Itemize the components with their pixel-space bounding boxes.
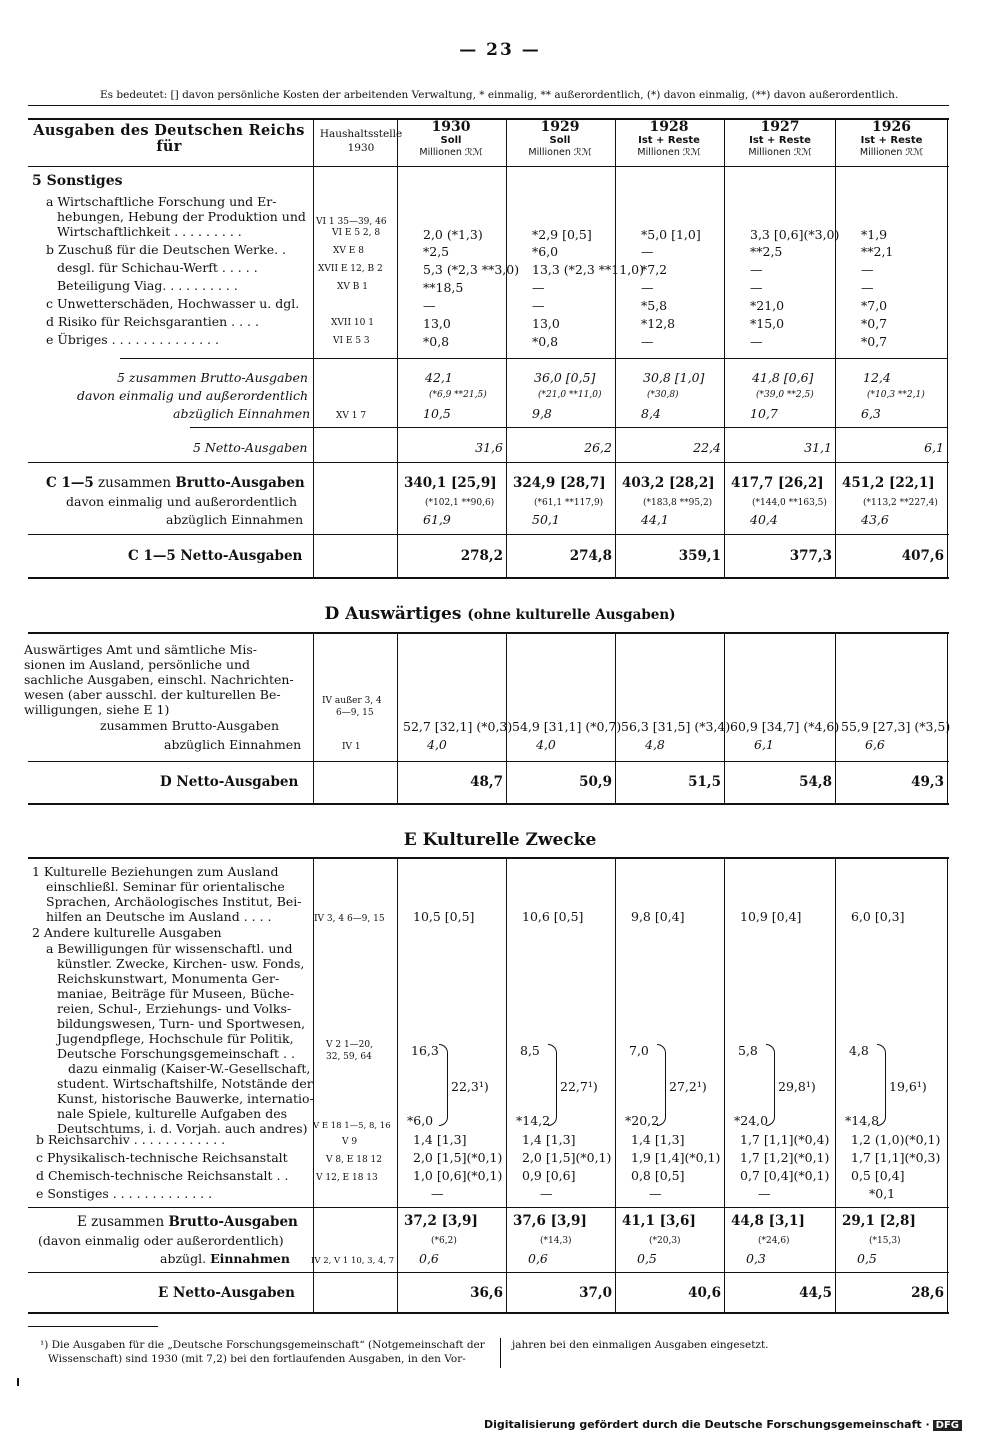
cell-d-netto: 49,3 [911, 774, 944, 790]
cell-e-einnahmen: 0,6 [528, 1251, 548, 1266]
cell-e2b: 1,7 [1,1](*0,4) [740, 1132, 830, 1147]
cell-5-value: — [861, 262, 874, 277]
cell-e2a-sum: 22,3¹) [451, 1079, 489, 1094]
table-header-title: Ausgaben des Deutschen Reichs für [33, 122, 305, 155]
cell-5-brutto: 12,4 [863, 370, 891, 385]
cell-c15-davon: (*144,0 **163,5) [752, 498, 827, 508]
cell-e2c: 2,0 [1,5](*0,1) [413, 1150, 503, 1165]
cell-d-brutto: 52,7 [32,1] (*0,3) [403, 719, 513, 734]
section-d-label: willigungen, siehe E 1) [24, 702, 170, 717]
col-rule [724, 857, 725, 1313]
cell-e2a-top: 7,0 [629, 1043, 649, 1058]
cell-e2a-top: 5,8 [738, 1043, 758, 1058]
col-rule [313, 632, 314, 804]
cell-d-brutto: 60,9 [34,7] (*4,6) [730, 719, 840, 734]
row-e2a-label: künstler. Zwecke, Kirchen- usw. Fonds, [57, 956, 305, 971]
footnote-text: Wissenschaft) sind 1930 (mit 7,2) bei den fortlaufenden Ausgaben, in den Vor- [48, 1353, 466, 1365]
section-d-einnahmen-label: abzüglich Einnahmen [164, 737, 302, 752]
cell-5-value: — [861, 280, 874, 295]
cell-5-value: 13,0 [532, 316, 560, 331]
cell-5-einnahmen: 10,5 [423, 406, 451, 421]
cell-5-brutto: 41,8 [0,6] [752, 370, 814, 385]
cell-c15-netto: 274,8 [569, 548, 612, 564]
col-rule [397, 857, 398, 1313]
cell-e2c: 1,7 [1,2](*0,1) [740, 1150, 830, 1165]
hh-5d: XVII 10 1 [331, 318, 374, 328]
cell-c15-davon: (*113,2 **227,4) [863, 498, 938, 508]
cell-5-value: — [532, 280, 545, 295]
cell-5-value: *15,0 [750, 316, 785, 331]
cell-5-value: *2,9 [0,5] [532, 227, 592, 242]
col-rule [947, 632, 948, 804]
year-header-1929: 1929 Soll Millionen ℛℳ [528, 119, 592, 158]
section-d-brutto-label: zusammen Brutto-Ausgaben [100, 718, 280, 733]
row-e1-label: 1 Kulturelle Beziehungen zum Ausland [32, 864, 279, 879]
cell-5-value: *0,7 [861, 316, 888, 331]
cell-e-netto: 40,6 [688, 1285, 721, 1301]
row-5b-schichau-label: desgl. für Schichau-Werft . . . . . [57, 260, 258, 275]
section-5-title: 5 Sonstiges [32, 173, 123, 189]
header-haushaltsstelle: Haushaltsstelle 1930 [319, 128, 403, 154]
section-5-davon-label: davon einmalig und außerordentlich [77, 388, 309, 403]
rule [28, 1272, 949, 1273]
row-e2a-label: Deutsche Forschungsgemeinschaft . . [57, 1046, 295, 1061]
row-e2a-label: reien, Schul-, Erziehungs- und Volks- [57, 1001, 292, 1016]
cell-5-davon: (*30,8) [647, 390, 679, 400]
row-e2e-label: e Sonstiges . . . . . . . . . . . . . [36, 1186, 213, 1201]
section-5-einnahmen-label: abzüglich Einnahmen [173, 406, 311, 421]
cell-d-brutto: 54,9 [31,1] (*0,7) [512, 719, 622, 734]
cell-5-value: — [641, 244, 654, 259]
col-rule [835, 632, 836, 804]
col-rule [615, 118, 616, 578]
cell-e-davon: (*6,2) [431, 1236, 457, 1246]
cell-e-brutto: 29,1 [2,8] [842, 1213, 916, 1229]
cell-5-value: — [532, 298, 545, 313]
cell-5-value: 5,3 (*2,3 **3,0) [423, 262, 520, 277]
hh-5b: XV E 8 [333, 246, 364, 256]
col-rule [724, 632, 725, 804]
row-5d-label: d Risiko für Reichsgarantien . . . . [46, 314, 259, 329]
col-rule [506, 118, 507, 578]
hh-d: 6—9, 15 [336, 708, 374, 718]
cell-5-value: 3,3 [0,6](*3,0) [750, 227, 840, 242]
cell-c15-einnahmen: 61,9 [423, 512, 451, 527]
cell-e1: 9,8 [0,4] [631, 909, 685, 924]
cell-5-value: — [641, 334, 654, 349]
cell-e1: 10,6 [0,5] [522, 909, 584, 924]
cell-e-einnahmen: 0,5 [637, 1251, 657, 1266]
cell-5-value: — [641, 280, 654, 295]
cell-e2d: 0,5 [0,4] [851, 1168, 905, 1183]
row-e2a-label: bildungswesen, Turn- und Sportwesen, [57, 1016, 306, 1031]
cell-5-value: *5,0 [1,0] [641, 227, 701, 242]
section-e-brutto-label: E zusammen Brutto-Ausgaben [77, 1214, 298, 1230]
cell-e-brutto: 44,8 [3,1] [731, 1213, 805, 1229]
cell-e-netto: 44,5 [799, 1285, 832, 1301]
cell-c15-netto: 278,2 [460, 548, 503, 564]
cell-5-einnahmen: 10,7 [750, 406, 778, 421]
cell-e2a-sum: 19,6¹) [889, 1079, 927, 1094]
cell-5-netto: 26,2 [584, 440, 612, 455]
cell-e2c: 2,0 [1,5](*0,1) [522, 1150, 612, 1165]
cell-5-einnahmen: 9,8 [532, 406, 552, 421]
row-5a-label: Wirtschaftlichkeit . . . . . . . . . [57, 224, 242, 239]
rule [28, 803, 949, 805]
cell-c15-netto: 359,1 [678, 548, 721, 564]
cell-5-value: **18,5 [423, 280, 464, 295]
cell-e2a-top: 16,3 [411, 1043, 439, 1058]
hh-e2c: V 8, E 18 12 [326, 1155, 383, 1165]
cell-5-value: *0,8 [423, 334, 450, 349]
hh-d-einnahmen: IV 1 [342, 742, 361, 752]
cell-e-davon: (*20,3) [649, 1236, 681, 1246]
cell-d-brutto: 55,9 [27,3] (*3,5) [841, 719, 951, 734]
cell-e2a-einmalig: *6,0 [407, 1113, 434, 1128]
cell-5-value: *21,0 [750, 298, 785, 313]
row-e2a-label: Reichskunstwart, Monumenta Ger- [57, 971, 280, 986]
row-e1-label: hilfen an Deutsche im Ausland . . . . [46, 909, 272, 924]
cell-c15-davon: (*61,1 **117,9) [534, 498, 604, 508]
section-d-label: wesen (aber ausschl. der kulturellen Be- [24, 687, 281, 702]
cell-5-value: *1,9 [861, 227, 888, 242]
hh-e2a-einmalig: V E 18 1—5, 8, 16 [313, 1121, 391, 1131]
cell-c15-einnahmen: 40,4 [750, 512, 778, 527]
col-rule [947, 118, 948, 578]
hh-5a: VI E 5 2, 8 [332, 228, 381, 238]
year-header-1927: 1927 Ist + Reste Millionen ℛℳ [748, 119, 812, 158]
cell-d-netto: 50,9 [579, 774, 612, 790]
cell-e2c: 1,7 [1,1](*0,3) [851, 1150, 941, 1165]
cell-c15-brutto: 324,9 [28,7] [513, 475, 606, 491]
cell-c15-davon: (*183,8 **95,2) [643, 498, 713, 508]
cell-c15-einnahmen: 50,1 [532, 512, 560, 527]
hh-d: IV außer 3, 4 [322, 696, 382, 706]
cell-e-netto: 37,0 [579, 1285, 612, 1301]
rule [28, 462, 949, 463]
dfg-logo: DFG [933, 1420, 962, 1431]
hh-5b-schichau: XVII E 12, B 2 [318, 264, 383, 274]
row-e1-label: Sprachen, Archäologisches Institut, Bei- [46, 894, 302, 909]
cell-5-value: *5,8 [641, 298, 668, 313]
cell-e2d: 0,7 [0,4](*0,1) [740, 1168, 830, 1183]
cell-e-einnahmen: 0,3 [746, 1251, 766, 1266]
cell-c15-brutto: 340,1 [25,9] [404, 475, 497, 491]
col-rule [615, 857, 616, 1313]
cell-e-davon: (*15,3) [869, 1236, 901, 1246]
cell-5-davon: (*10,3 **2,1) [867, 390, 925, 400]
cell-c15-netto: 407,6 [901, 548, 944, 564]
cell-5-brutto: 36,0 [0,5] [534, 370, 596, 385]
row-e2a-label: dazu einmalig (Kaiser-W.-Gesellschaft, [68, 1061, 311, 1076]
col-rule [397, 118, 398, 578]
brace-mark [877, 1044, 886, 1126]
margin-mark [17, 1378, 19, 1386]
cell-c15-brutto: 417,7 [26,2] [731, 475, 824, 491]
cell-e-davon: (*24,6) [758, 1236, 790, 1246]
year-header-1926: 1926 Ist + Reste Millionen ℛℳ [859, 119, 924, 158]
cell-d-netto: 54,8 [799, 774, 832, 790]
rule [28, 1312, 949, 1314]
footnote-text: jahren bei den einmaligen Ausgaben eingesetzt. [512, 1339, 769, 1351]
section-d-netto-label: D Netto-Ausgaben [160, 774, 299, 790]
cell-e2a-einmalig: *14,8 [845, 1113, 880, 1128]
cell-5-value: *7,0 [861, 298, 888, 313]
rule [120, 358, 947, 359]
rule [28, 1207, 949, 1208]
brace-mark [657, 1044, 666, 1126]
cell-e2e: — [758, 1186, 771, 1201]
col-rule [835, 118, 836, 578]
cell-c15-einnahmen: 43,6 [861, 512, 889, 527]
rule [28, 761, 949, 762]
cell-e-einnahmen: 0,6 [419, 1251, 439, 1266]
cell-5-value: *6,0 [532, 244, 559, 259]
cell-5-netto: 31,6 [475, 440, 503, 455]
table-header-rule [28, 166, 949, 167]
rule [28, 857, 949, 859]
row-e2c-label: c Physikalisch-technische Reichsanstalt [36, 1150, 288, 1165]
hh-5-einnahmen: XV 1 7 [336, 411, 367, 421]
cell-d-einnahmen: 6,6 [865, 737, 885, 752]
cell-5-davon: (*6,9 **21,5) [429, 390, 487, 400]
dfg-credit: Digitalisierung gefördert durch die Deutsche Forschungsgemeinschaft · DFG [484, 1418, 962, 1431]
hh-5b-viag: XV B 1 [337, 282, 368, 292]
year-header-1928: 1928 Ist + Reste Millionen ℛℳ [637, 119, 701, 158]
rule [28, 534, 949, 535]
cell-5-value: *2,5 [423, 244, 450, 259]
hh-5e: VI E 5 3 [333, 336, 370, 346]
section-e-netto-label: E Netto-Ausgaben [158, 1285, 295, 1301]
col-rule [947, 857, 948, 1313]
cell-e-davon: (*14,3) [540, 1236, 572, 1246]
cell-e-netto: 28,6 [911, 1285, 944, 1301]
cell-c15-davon: (*102,1 **90,6) [425, 498, 495, 508]
hh-e2a: 32, 59, 64 [326, 1052, 372, 1062]
cell-5-brutto: 42,1 [425, 370, 453, 385]
cell-5-davon: (*39,0 **2,5) [756, 390, 814, 400]
c15-brutto-label: C 1—5 zusammen Brutto-Ausgaben [46, 475, 305, 491]
cell-5-value: 2,0 (*1,3) [423, 227, 483, 242]
row-e2-label: 2 Andere kulturelle Ausgaben [32, 925, 222, 940]
table-bottom-rule [28, 577, 949, 579]
cell-c15-brutto: 403,2 [28,2] [622, 475, 715, 491]
legend-rule [28, 105, 949, 106]
cell-e2a-einmalig: *24,0 [734, 1113, 769, 1128]
cell-5-value: — [750, 334, 763, 349]
cell-5-value: 13,3 (*2,3 **11,0) [532, 262, 644, 277]
hh-e2a: V 2 1—20, [326, 1040, 373, 1050]
cell-d-einnahmen: 6,1 [754, 737, 774, 752]
cell-e-einnahmen: 0,5 [857, 1251, 877, 1266]
col-rule [506, 632, 507, 804]
cell-e1: 6,0 [0,3] [851, 909, 905, 924]
cell-5-value: *0,8 [532, 334, 559, 349]
row-e2a-label: student. Wirtschaftshilfe, Notstände der [57, 1076, 313, 1091]
hh-5a: VI 1 35—39, 46 [316, 217, 387, 227]
page-number: — 23 — [459, 40, 541, 60]
row-e1-label: einschließl. Seminar für orientalische [46, 879, 285, 894]
cell-5-value: *12,8 [641, 316, 676, 331]
cell-e2a-top: 8,5 [520, 1043, 540, 1058]
cell-5-einnahmen: 6,3 [861, 406, 881, 421]
hh-e-einnahmen: IV 2, V 1 10, 3, 4, 7 [311, 1256, 395, 1266]
cell-e2b: 1,4 [1,3] [631, 1132, 685, 1147]
section-e-title: E Kulturelle Zwecke [403, 830, 597, 850]
c15-davon-label: davon einmalig und außerordentlich [66, 494, 298, 509]
row-e2a-label: a Bewilligungen für wissenschaftl. und [46, 941, 293, 956]
section-5-brutto-label: 5 zusammen Brutto-Ausgaben [117, 370, 308, 385]
hh-e2d: V 12, E 18 13 [316, 1173, 378, 1183]
cell-e2e: — [540, 1186, 553, 1201]
cell-5-value: **2,1 [861, 244, 894, 259]
row-e2a-label: Deutschtums, i. d. Vorjah. auch andres) [57, 1121, 308, 1136]
footnote-rule [28, 1326, 158, 1327]
cell-d-einnahmen: 4,0 [427, 737, 447, 752]
cell-5-value: *0,7 [861, 334, 888, 349]
cell-e2a-top: 4,8 [849, 1043, 869, 1058]
section-5-netto-label: 5 Netto-Ausgaben [193, 440, 308, 455]
cell-e2e: *0,1 [869, 1186, 896, 1201]
cell-e1: 10,5 [0,5] [413, 909, 475, 924]
cell-e2b: 1,4 [1,3] [522, 1132, 576, 1147]
year-header-1930: 1930 Soll Millionen ℛℳ [419, 119, 483, 158]
hh-e1: IV 3, 4 6—9, 15 [314, 914, 385, 924]
section-e-einnahmen-label: abzügl. Einnahmen [160, 1251, 290, 1266]
cell-5-einnahmen: 8,4 [641, 406, 661, 421]
cell-e-brutto: 37,2 [3,9] [404, 1213, 478, 1229]
cell-5-netto: 22,4 [693, 440, 721, 455]
col-rule [615, 632, 616, 804]
footnote-text: ¹) Die Ausgaben für die „Deutsche Forschungsgemeinschaft“ (Notgemeinschaft der [40, 1339, 485, 1351]
cell-5-value: 13,0 [423, 316, 451, 331]
cell-5-value: — [750, 280, 763, 295]
cell-e-brutto: 37,6 [3,9] [513, 1213, 587, 1229]
cell-d-netto: 48,7 [470, 774, 503, 790]
cell-d-netto: 51,5 [688, 774, 721, 790]
cell-e-brutto: 41,1 [3,6] [622, 1213, 696, 1229]
section-d-label: sionen im Ausland, persönliche und [24, 657, 251, 672]
row-e2a-label: Jugendpflege, Hochschule für Politik, [57, 1031, 294, 1046]
cell-c15-netto: 377,3 [789, 548, 832, 564]
row-e2a-label: maniae, Beiträge für Museen, Büche- [57, 986, 295, 1001]
cell-e2d: 1,0 [0,6](*0,1) [413, 1168, 503, 1183]
cell-e-netto: 36,6 [470, 1285, 503, 1301]
section-e-davon-label: (davon einmalig oder außerordentlich) [38, 1233, 284, 1248]
cell-e2a-sum: 27,2¹) [669, 1079, 707, 1094]
cell-e2c: 1,9 [1,4](*0,1) [631, 1150, 721, 1165]
hh-e2b: V 9 [342, 1137, 358, 1147]
section-d-title: D Auswärtiges (ohne kulturelle Ausgaben) [324, 604, 676, 624]
c15-einnahmen-label: abzüglich Einnahmen [166, 512, 304, 527]
cell-e2d: 0,9 [0,6] [522, 1168, 576, 1183]
row-e2a-label: nale Spiele, kulturelle Aufgaben des [57, 1106, 288, 1121]
cell-d-brutto: 56,3 [31,5] (*3,4) [621, 719, 731, 734]
row-5a-label: hebungen, Hebung der Produktion und [57, 209, 306, 224]
col-rule [397, 632, 398, 804]
cell-e2a-sum: 29,8¹) [778, 1079, 816, 1094]
col-rule [835, 857, 836, 1313]
brace-mark [766, 1044, 775, 1126]
cell-5-netto: 31,1 [804, 440, 832, 455]
footnote-divider [500, 1338, 501, 1368]
cell-e2a-einmalig: *14,2 [516, 1113, 551, 1128]
brace-mark [439, 1044, 448, 1126]
cell-5-netto: 6,1 [924, 440, 944, 455]
legend: Es bedeutet: [] davon persönliche Kosten der arbeitenden Verwaltung, * einmalig, ** außerordentlich, (*) davon einmalig, (**) davon außerordentlich. [100, 89, 899, 101]
row-5a-label: a Wirtschaftliche Forschung und Er- [46, 194, 277, 209]
rule [28, 632, 949, 634]
cell-e2a-einmalig: *20,2 [625, 1113, 660, 1128]
cell-d-einnahmen: 4,0 [536, 737, 556, 752]
rule [190, 427, 947, 428]
cell-e2d: 0,8 [0,5] [631, 1168, 685, 1183]
cell-e2e: — [431, 1186, 444, 1201]
cell-e2a-sum: 22,7¹) [560, 1079, 598, 1094]
cell-5-value: *7,2 [641, 262, 668, 277]
brace-mark [548, 1044, 557, 1126]
cell-5-value: — [750, 262, 763, 277]
cell-c15-brutto: 451,2 [22,1] [842, 475, 935, 491]
cell-5-value: — [423, 298, 436, 313]
cell-e2b: 1,2 (1,0)(*0,1) [851, 1132, 941, 1147]
cell-5-value: **2,5 [750, 244, 783, 259]
cell-c15-einnahmen: 44,1 [641, 512, 669, 527]
col-rule [724, 118, 725, 578]
cell-5-davon: (*21,0 **11,0) [538, 390, 602, 400]
row-e2b-label: b Reichsarchiv . . . . . . . . . . . . [36, 1132, 226, 1147]
cell-e2b: 1,4 [1,3] [413, 1132, 467, 1147]
section-d-label: sachliche Ausgaben, einschl. Nachrichten- [24, 672, 294, 687]
cell-5-brutto: 30,8 [1,0] [643, 370, 705, 385]
col-rule [506, 857, 507, 1313]
row-e2a-label: Kunst, historische Bauwerke, internatio- [57, 1091, 314, 1106]
row-5c-label: c Unwetterschäden, Hochwasser u. dgl. [46, 296, 300, 311]
c15-netto-label: C 1—5 Netto-Ausgaben [128, 548, 303, 564]
cell-e1: 10,9 [0,4] [740, 909, 802, 924]
section-d-label: Auswärtiges Amt und sämtliche Mis- [24, 642, 257, 657]
col-rule [313, 118, 314, 578]
row-e2d-label: d Chemisch-technische Reichsanstalt . . [36, 1168, 289, 1183]
row-5b-label: b Zuschuß für die Deutschen Werke. . [46, 242, 287, 257]
cell-d-einnahmen: 4,8 [645, 737, 665, 752]
cell-e2e: — [649, 1186, 662, 1201]
row-5b-viag-label: Beteiligung Viag. . . . . . . . . . [57, 278, 238, 293]
row-5e-label: e Übriges . . . . . . . . . . . . . . [46, 332, 219, 347]
